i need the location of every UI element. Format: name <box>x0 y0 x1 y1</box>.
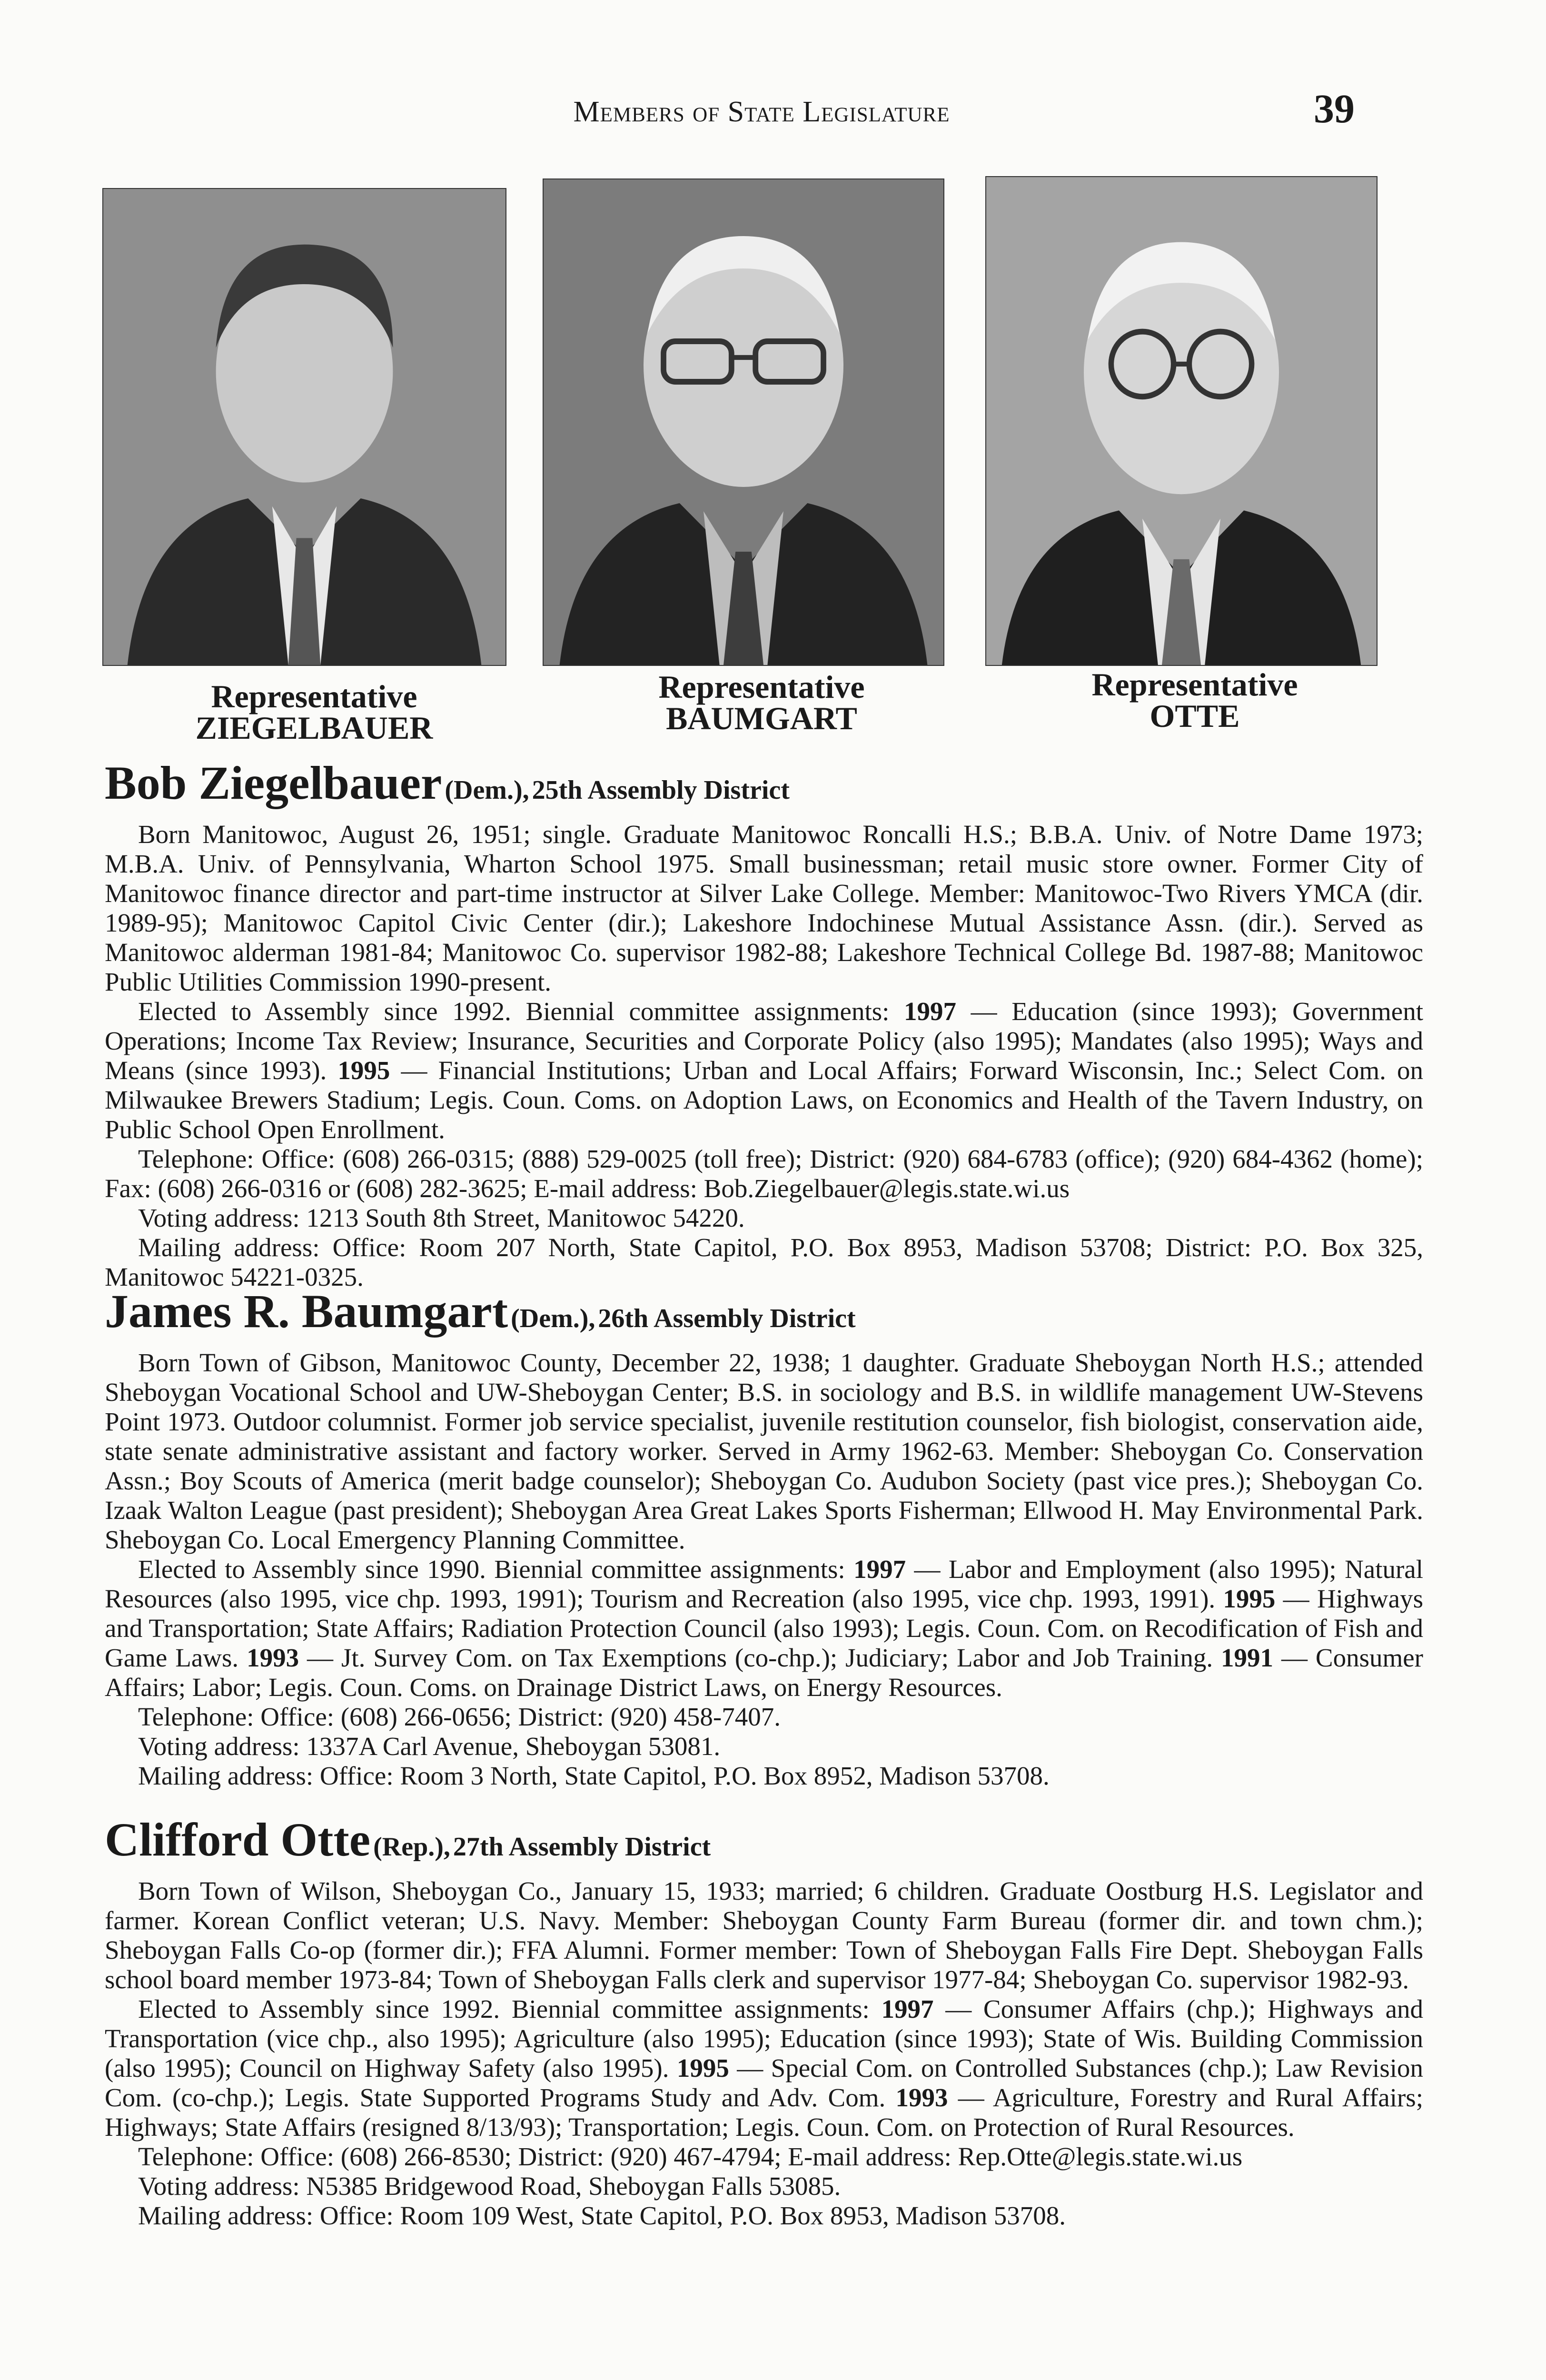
member-party: (Dem.), <box>511 1304 595 1333</box>
session-year: 1997 <box>853 1555 906 1584</box>
session-assignments: — Agriculture, Forestry and Rural Affairs; Highways; State Affairs (resigned 8/13/93); Transportation; Legis. Coun. Com. on Protection of Rural Resources. <box>105 2083 1423 2142</box>
session-assignments: — Financial Institutions; Urban and Local Affairs; Forward Wisconsin, Inc.; Select Com. on Milwaukee Brewers Stadium; Legis. Coun. Coms. on Adoption Laws, on Economics and Health of the Tavern Industry, on Public School Open Enrollment. <box>105 1056 1423 1144</box>
session-assignments: — Jt. Survey Com. on Tax Exemptions (co-chp.); Judiciary; Labor and Job Training. <box>299 1643 1221 1672</box>
bio-paragraph <box>105 1555 1423 1702</box>
session-assignments: — Special Com. on Controlled Substances (chp.); Law Revision Com. (co-chp.); Legis. State Supported Programs Study and Adv. Com. <box>105 2053 1424 2112</box>
portrait-caption-baumgart: Representative BAUMGART <box>658 669 865 736</box>
bio-paragraph: Mailing address: Office: Room 207 North, State Capitol, P.O. Box 8953, Madison 53708; District: P.O. Box 325, Manitowoc 54221-0325. <box>105 1233 1423 1291</box>
member-name: James R. Baumgart <box>105 1285 508 1338</box>
session-year: 1997 <box>904 997 957 1026</box>
portrait-photo-baumgart <box>543 178 944 666</box>
paragraph-lead: Elected to Assembly since 1992. Biennial committee assignments: <box>138 1994 882 2023</box>
member-party: (Dem.), <box>445 775 529 805</box>
member-heading <box>105 757 1423 809</box>
session-assignments: — Highways and Transportation; State Affairs; Radiation Protection Council (also 1993); Legis. Coun. Com. on Recodification of Fish and Game Laws. <box>105 1584 1423 1672</box>
session-assignments: — Labor and Employment (also 1995); Natural Resources (also 1995, vice chp. 1993, 1991); Tourism and Recreation (also 1995, vice chp. 1993, 1991). <box>105 1555 1423 1613</box>
bio-paragraph <box>105 1994 1423 2142</box>
member-name: Bob Ziegelbauer <box>105 756 442 809</box>
bio-paragraph: Born Town of Wilson, Sheboygan Co., January 15, 1933; married; 6 children. Graduate Oostburg H.S. Legislator and farmer. Korean Conflict veteran; U.S. Navy. Member: Sheboygan County Farm Bureau (former dir. and town chm.); Sheboygan Falls Co-op (former dir.); FFA Alumni. Former member: Town of Sheboygan Falls Fire Dept. Sheboygan Falls school board member 1973-84; Town of Sheboygan Falls clerk and supervisor 1977-84; Sheboygan Co. supervisor 1982-93. <box>105 1876 1423 1994</box>
bio-paragraph: Telephone: Office: (608) 266-0656; District: (920) 458-7407. <box>138 1702 781 1731</box>
session-year: 1993 <box>895 2083 948 2112</box>
paragraph-lead: Elected to Assembly since 1990. Biennial committee assignments: <box>138 1555 854 1584</box>
bio-paragraph: Telephone: Office: (608) 266-8530; District: (920) 467-4794; E-mail address: Rep.Otte@legis.state.wi.us <box>138 2142 1243 2171</box>
session-year: 1995 <box>337 1056 390 1085</box>
member-bio-otte <box>105 1814 1423 2231</box>
member-district: 27th Assembly District <box>453 1832 711 1862</box>
bio-paragraph: Voting address: 1213 South 8th Street, Manitowoc 54220. <box>138 1203 745 1232</box>
session-year: 1993 <box>247 1643 299 1672</box>
bio-paragraphs <box>105 1876 1423 2231</box>
portrait-caption-ziegelbauer: Representative ZIEGELBAUER <box>195 678 433 746</box>
session-assignments: — Consumer Affairs (chp.); Highways and Transportation (vice chp., also 1995); Agriculture (also 1995); Education (since 1993); State of Wis. Building Commission (also 1995); Council on Highway Safety (also 1995). <box>105 1994 1423 2082</box>
paragraph-lead: Elected to Assembly since 1992. Biennial committee assignments: <box>138 997 904 1026</box>
session-assignments: — Education (since 1993); Government Operations; Income Tax Review; Insurance, Securities and Corporate Policy (also 1995); Mandates (also 1995); Ways and Means (since 1993). <box>105 997 1423 1085</box>
bio-paragraph: Mailing address: Office: Room 109 West, State Capitol, P.O. Box 8953, Madison 53708. <box>138 2201 1066 2230</box>
page-number: 39 <box>1314 86 1355 131</box>
portrait-photo-otte <box>985 176 1378 666</box>
bio-paragraph: Born Town of Gibson, Manitowoc County, December 22, 1938; 1 daughter. Graduate Sheboygan North H.S.; attended Sheboygan Vocational School and UW-Sheboygan Center; B.S. in sociology and B.S. in wildlife management UW-Stevens Point 1973. Outdoor columnist. Former job service specialist, juvenile restitution counselor, fish biologist, conservation aide, state senate administrative assistant and factory worker. Served in Army 1962-63. Member: Sheboygan Co. Conservation Assn.; Boy Scouts of America (merit badge counselor); Sheboygan Co. Audubon Society (past vice pres.); Sheboygan Co. Izaak Walton League (past president); Sheboygan Area Great Lakes Sports Fisherman; Ellwood H. May Environmental Park. Sheboygan Co. Local Emergency Planning Committee. <box>105 1348 1423 1554</box>
member-bio-baumgart <box>105 1285 1423 1791</box>
session-year: 1991 <box>1221 1643 1274 1672</box>
member-party: (Rep.), <box>373 1832 450 1862</box>
session-year: 1997 <box>881 1994 934 2023</box>
bio-paragraphs <box>105 1348 1423 1791</box>
bio-paragraph: Voting address: 1337A Carl Avenue, Sheboygan 53081. <box>138 1732 721 1761</box>
member-heading <box>105 1285 1423 1338</box>
bio-paragraph: Mailing address: Office: Room 3 North, State Capitol, P.O. Box 8952, Madison 53708. <box>138 1761 1050 1790</box>
session-year: 1995 <box>1223 1584 1276 1613</box>
running-head: Members of State Legislature <box>573 96 950 128</box>
bio-paragraph: Voting address: N5385 Bridgewood Road, Sheboygan Falls 53085. <box>138 2172 841 2201</box>
bio-paragraphs <box>105 820 1423 1292</box>
portrait-caption-otte: Representative OTTE <box>1091 666 1298 734</box>
member-heading <box>105 1814 1423 1866</box>
member-bio-ziegelbauer <box>105 757 1423 1292</box>
session-year: 1995 <box>676 2053 729 2082</box>
session-assignments: — Consumer Affairs; Labor; Legis. Coun. Coms. on Drainage District Laws, on Energy Resources. <box>105 1643 1423 1702</box>
bio-paragraph: Telephone: Office: (608) 266-0315; (888) 529-0025 (toll free); District: (920) 684-6783 (office); (920) 684-4362 (home); Fax: (608) 266-0316 or (608) 282-3625; E-mail address: Bob.Ziegelbauer@legis.state.wi.us <box>105 1144 1423 1203</box>
bio-paragraph <box>105 997 1423 1144</box>
portrait-photo-ziegelbauer <box>102 188 506 666</box>
bio-paragraph: Born Manitowoc, August 26, 1951; single. Graduate Manitowoc Roncalli H.S.; B.B.A. Univ. of Notre Dame 1973; M.B.A. Univ. of Pennsylvania, Wharton School 1975. Small businessman; retail music store owner. Former City of Manitowoc finance director and part-time instructor at Silver Lake College. Member: Manitowoc-Two Rivers YMCA (dir. 1989-95); Manitowoc Capitol Civic Center (dir.); Lakeshore Indochinese Mutual Assistance Assn. (dir.). Served as Manitowoc alderman 1981-84; Manitowoc Co. supervisor 1982-88; Lakeshore Technical College Bd. 1987-88; Manitowoc Public Utilities Commission 1990-present. <box>105 820 1423 996</box>
member-district: 26th Assembly District <box>598 1304 856 1333</box>
member-district: 25th Assembly District <box>532 775 790 805</box>
member-name: Clifford Otte <box>105 1813 371 1866</box>
